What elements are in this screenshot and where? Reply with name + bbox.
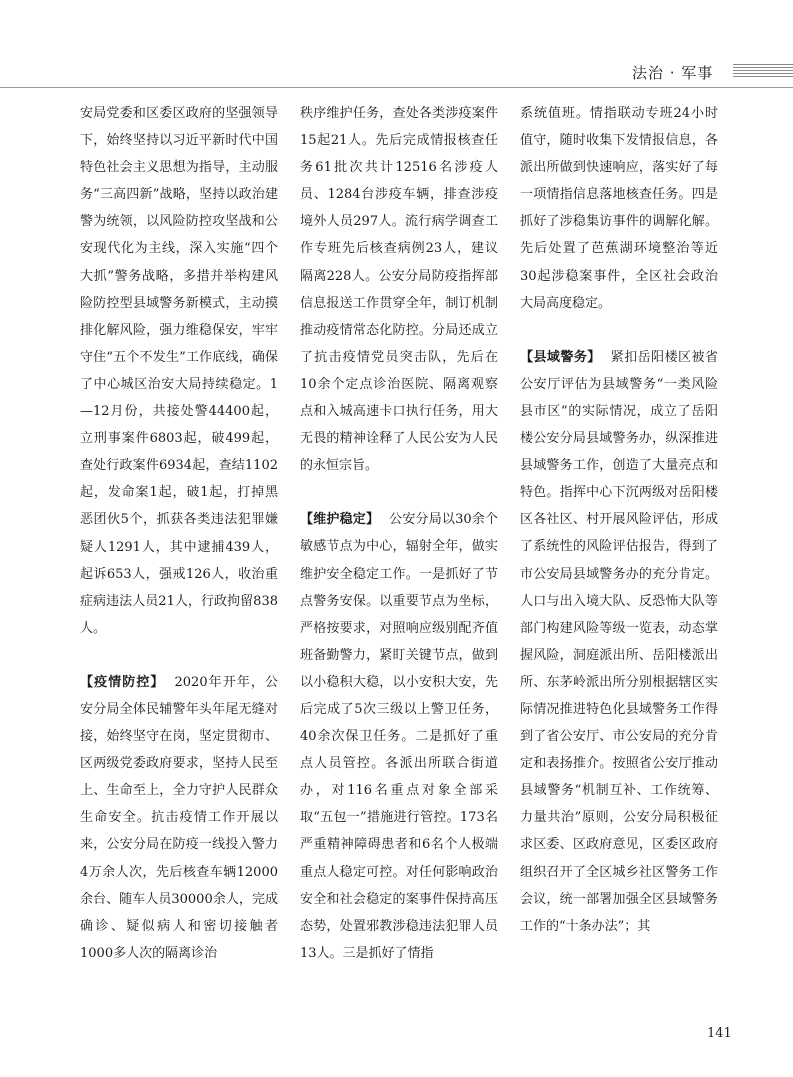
heading-stability: 【维护稳定】 <box>300 512 380 528</box>
page-number: 141 <box>707 1026 732 1041</box>
paragraph-epidemic-cont: 秩序维护任务，查处各类涉疫案件15起21人。先后完成情报核查任务61批次共计12516名涉疫人员、1284台涉疫车辆，排查涉疫境外人员297人。流行病学调查工作专班先后核查病例23人，建议隔离228人。公安分局防疫指挥部信息报送工作贯穿全年，制订机制推动疫情常态化防控。分局还成立了抗击疫情党员突击队，先后在10余个定点诊治医院、隔离观察点和入城高速卡口执行任务，用大无畏的精神诠释了人民公安为人民的永恒宗旨。 <box>300 106 498 474</box>
text-county: 紧扣岳阳楼区被省公安厅评估为县域警务“一类风险县市区”的实际情况，成立了岳阳楼公安分局县域警务办，纵深推进县域警务工作，创造了大量亮点和特色。指挥中心下沉两级对岳阳楼区各社区、村开展风险评估，形成了系统性的风险评估报告，得到了市公安局县域警务办的充分肯定。人口与出入境大队、反恐怖大队等部门构建风险等级一览表，动态掌握风险，洞庭派出所、岳阳楼派出所、东茅岭派出所分别根据辖区实际情况推进特色化县域警务工作得到了省公安厅、市公安局的充分肯定和表扬推介。按照省公安厅推动县域警务“机制互补、工作统筹、力量共治”原则，公安分局积极征求区委、区政府意见，区委区政府组织召开了全区城乡社区警务工作会议，统一部署加强全区县域警务工作的“十条办法”；其 <box>520 349 718 934</box>
running-header <box>0 58 793 88</box>
heading-county: 【县域警务】 <box>520 349 601 365</box>
text-stability: 公安分局以30余个敏感节点为中心，辐射全年，做实维护安全稳定工作。一是抓好了节点警务安保。以重要节点为坐标，严格按要求，对照响应级别配齐值班备勤警力，紧盯关键节点，做到以小稳积大稳，以小安积大安，先后完成了5次三级以上警卫任务，40余次保卫任务。二是抓好了重点人员管控。各派出所联合街道办，对116名重点对象全部采取“五包一”措施进行管控。173名严重精神障碍患者和6名个人极端重点人稳定可控。对任何影响政治安全和社会稳定的案事件保持高压态势，处置邪教涉稳违法犯罪人员13人。三是抓好了情指 <box>300 512 498 961</box>
section-title: 法治 · 军事 <box>632 64 714 82</box>
paragraph-intro: 安局党委和区委区政府的坚强领导下，始终坚持以习近平新时代中国特色社会主义思想为指导，主动服务“三高四新”战略，坚持以政治建警为统领，以风险防控攻坚战和公安现代化为主线，深入实施“四个大抓”警务战略，多措并举构建风险防控型县域警务新模式，主动摸排化解风险，强力维稳保安，牢牢守住“五个不发生”工作底线，确保了中心城区治安大局持续稳定。1—12月份，共接处警44400起，立刑事案件6803起，破499起，查处行政案件6934起，查结1102起，发命案1起，破1起，打掉黑恶团伙5个，抓获各类违法犯罪嫌疑人1291人，其中逮捕439人，起诉653人，强戒126人，收治重症病违法人员21人，行政拘留838人。 <box>80 106 278 636</box>
header-rule <box>0 87 793 88</box>
paragraph-gap <box>80 642 278 669</box>
paragraph-stability <box>300 506 498 967</box>
paragraph-gap <box>520 317 718 344</box>
text-column-2 <box>300 100 498 967</box>
paragraph-gap <box>300 479 498 506</box>
text-column-3 <box>520 100 718 940</box>
text-epidemic: 2020年开年，公安分局全体民辅警年头年尾无缝对接，始终坚守在岗，坚定贯彻市、区两级党委政府要求，坚持人民至上、生命至上，全力守护人民群众生命安全。抗击疫情工作开展以来，公安分局在防疫一线投入警力4万余人次，先后核查车辆12000余台、随车人员30000余人，完成确诊、疑似病人和密切接触者1000多人次的隔离诊治 <box>80 674 278 961</box>
paragraph-epidemic <box>80 669 278 967</box>
paragraph-stability-cont: 系统值班。情指联动专班24小时值守，随时收集下发情报信息，各派出所做到快速响应，落实好了每一项情指信息落地核查任务。四是抓好了涉稳集访事件的调解化解。先后处置了芭蕉湖环境整治等近30起涉稳案事件，全区社会政治大局高度稳定。 <box>520 106 718 311</box>
text-column-1 <box>80 100 278 967</box>
heading-epidemic: 【疫情防控】 <box>80 674 165 690</box>
header-decoration <box>733 64 793 78</box>
paragraph-county <box>520 344 718 940</box>
